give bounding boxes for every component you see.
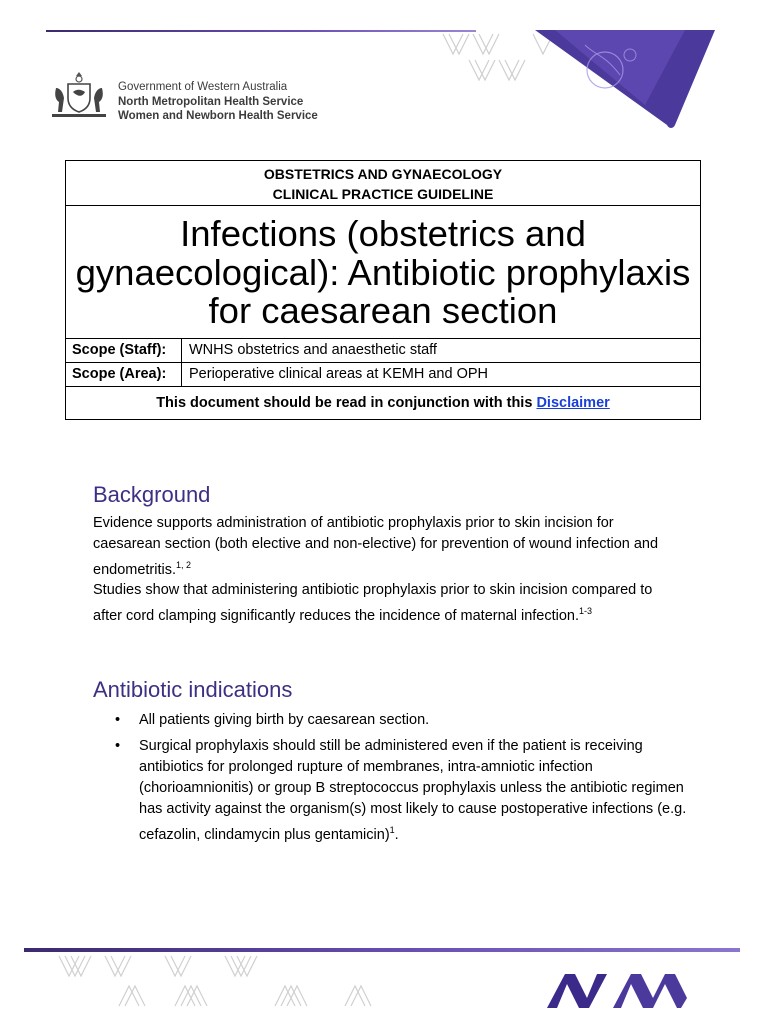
guideline-type-label: CLINICAL PRACTICE GUIDELINE <box>272 186 494 202</box>
department-label: OBSTETRICS AND GYNAECOLOGY <box>263 166 503 182</box>
title-line-1: Infections (obstetrics and <box>180 213 586 254</box>
background-p2-ref: 1-3 <box>579 606 593 616</box>
scope-area-row <box>66 363 700 387</box>
bullet-icon: • <box>115 712 121 728</box>
top-divider <box>46 30 476 32</box>
background-p2-text: Studies show that administering antibiotic prophylaxis prior to skin incision compared to after cord clamping significantly reduces the incidence of maternal infection. <box>93 582 653 624</box>
scope-area-label: Scope (Area): <box>66 363 182 386</box>
gov-line-1: Government of Western Australia <box>118 81 288 93</box>
background-paragraph-1 <box>93 513 683 581</box>
header-decorative-art <box>435 30 735 130</box>
disclaimer-row <box>66 387 700 420</box>
read-with-text: This document should be read in conjunction with this <box>156 395 537 411</box>
background-p1-text: Evidence supports administration of antibiotic prophylaxis prior to skin incision for caesarean section (both elective and non-elective) for prevention of wound infection and endometritis. <box>93 515 659 578</box>
background-heading: Background <box>93 482 211 507</box>
indication-2-ref: 1 <box>389 825 395 835</box>
list-item <box>93 710 693 731</box>
guideline-category <box>66 161 700 206</box>
scope-staff-label: Scope (Staff): <box>66 339 182 362</box>
indication-2-end: . <box>394 826 399 843</box>
scope-staff-row <box>66 339 700 363</box>
document-title <box>66 206 700 339</box>
background-p1-ref: 1, 2 <box>176 560 192 570</box>
gov-line-3: Women and Newborn Health Service <box>118 110 318 122</box>
scope-staff-value: WNHS obstetrics and anaesthetic staff <box>189 342 437 358</box>
wnhs-logo <box>545 970 690 1010</box>
title-line-2: gynaecological): Antibiotic prophylaxis <box>75 251 691 293</box>
indications-list <box>93 710 693 846</box>
indication-1-text: All patients giving birth by caesarean section. <box>139 712 430 728</box>
bullet-icon: • <box>115 738 121 754</box>
gov-line-2: North Metropolitan Health Service <box>118 95 304 108</box>
disclaimer-link[interactable]: Disclaimer <box>536 395 610 411</box>
guideline-title-table <box>65 160 701 420</box>
scope-area-value: Perioperative clinical areas at KEMH and OPH <box>189 366 488 382</box>
indications-heading: Antibiotic indications <box>93 677 293 702</box>
indication-2-text: Surgical prophylaxis should still be administered even if the patient is receiving antibiotics for prolonged rupture of membranes, intra-amniotic infection (chorioamnionitis) or group B streptococcus prophylaxis unless the antibiotic regimen has activity against the organism(s) most likely to cause postoperative infections (e.g. cefazolin, clindamycin plus gentamicin) <box>139 738 687 843</box>
wa-government-crest-logo <box>48 70 110 122</box>
footer-decorative-art <box>55 952 385 1012</box>
list-item <box>93 736 693 846</box>
government-branding <box>118 80 318 124</box>
background-paragraph-2 <box>93 580 683 627</box>
title-line-3: for caesarean section <box>208 290 558 331</box>
